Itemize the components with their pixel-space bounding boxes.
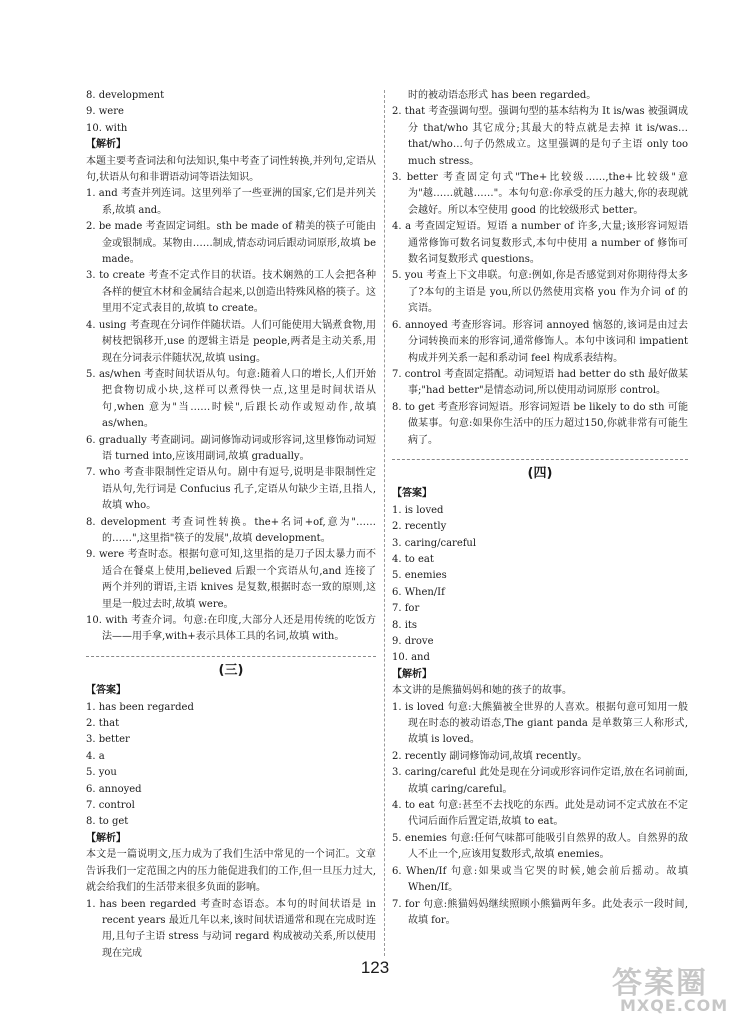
analysis-item: 6. annoyed 考查形容词。形容词 annoyed 恼怒的,该词是由过去分词转换而来的形容词,通常修饰人。本句中该词和 impatient 构成并列关系一起和系动词 feel 构成系表结构。: [392, 319, 688, 364]
watermark-text: 答案圈: [612, 966, 708, 1001]
analysis-item: 5. as/when 考查时间状语从句。句意:随着人口的增长,人们开始把食物切成小块,这样可以煮得快一点,这里是时间状语从句,when 意为"当……时候",后跟长动作或短动作,故填 as/when。: [86, 368, 376, 430]
analysis-item: 1. is loved 句意:大熊猫被全世界的人喜欢。根据句意可知用一般现在时态的被动语态,The giant panda 是单数第三人称形式,故填 is loved。: [392, 701, 688, 746]
answer-line: 4. a: [86, 750, 105, 762]
section-title: (四): [527, 465, 553, 481]
analysis-item: 3. better 考查固定句式"The+比较级……,the+比较级"意为"越……就越……"。本句句意:你承受的压力越大,你的表现就会越好。所以本空使用 good 的比较级形式 better。: [392, 172, 688, 216]
answer-line: 5. you: [86, 767, 117, 779]
analysis-continuation: 时的被动语态形式 has been regarded。: [408, 90, 597, 101]
answer-line: 10. and: [392, 652, 430, 664]
answer-line: 6. When/If: [392, 586, 445, 598]
answer-line: 10. with: [86, 122, 128, 134]
answer-line: 3. better: [86, 734, 130, 746]
analysis-item: 2. that 考查强调句型。强调句型的基本结构为 It is/was 被强调成分 that/who 其它成分;其最大的特点就是去掉 it is/was…that/who…句子仍然成立。这里强调的是句子主语 only too much stress。: [392, 106, 688, 167]
answer-line: 8. development: [86, 90, 165, 101]
analysis-item: 2. be made 考查固定词组。sth be made of 精美的筷子可能由金或银制成。某物由……制成,情态动词后跟动词原形,故填 be made。: [86, 221, 376, 266]
right-column: [392, 88, 688, 929]
watermark-logo: [590, 958, 740, 1020]
answer-label: 【答案】: [86, 685, 126, 697]
analysis-intro: 本文讲的是熊猫妈妈和她的孩子的故事。: [392, 685, 572, 697]
analysis-item: 3. to create 考查不定式作目的状语。技术娴熟的工人会把各种各样的便宜木材和金属结合起来,以创造出特殊风格的筷子。这里用不定式表目的,故填 to create。: [86, 270, 376, 315]
watermark-url: MXQE.COM: [620, 996, 729, 1015]
answer-line: 9. drove: [392, 636, 434, 647]
answer-line: 8. to get: [86, 816, 129, 828]
answer-line: 1. has been regarded: [86, 701, 194, 713]
analysis-intro: 本文是一篇说明文,压力成为了我们生活中常见的一个词汇。文章告诉我们一定范围之内的压力能促进我们的工作,但一旦压力过大,就会给我们的生活带来很多负面的影响。: [86, 849, 376, 894]
section-separator: [392, 459, 688, 460]
answer-line: 7. for: [392, 603, 420, 615]
page-number: 123: [360, 958, 390, 977]
analysis-item: 8. to get 考查形容词短语。形容词短语 be likely to do sth 可能做某事。句意:如果你生活中的压力超过150,你就非常有可能生病了。: [392, 401, 688, 446]
analysis-item: 4. using 考查现在分词作伴随状语。人们可能使用大锅煮食物,用树枝把锅移开,use 的逻辑主语是 people,两者是主动关系,用现在分词表示伴随状况,故填 using。: [86, 319, 376, 364]
answer-line: 5. enemies: [392, 570, 447, 582]
answer-label: 【答案】: [392, 488, 432, 500]
analysis-item: 7. control 考查固定搭配。动词短语 had better do sth 最好做某事;"had better"是情态动词,所以使用动词原形 control。: [392, 368, 688, 397]
analysis-item: 1. and 考查并列连词。这里列举了一些亚洲的国家,它们是并列关系,故填 and。: [86, 188, 376, 216]
analysis-item: 5. you 考查上下文串联。句意:例如,你是否感觉到对你期待得太多了?本句的主语是 you,所以仍然使用宾格 you 作为介词 of 的宾语。: [392, 270, 688, 315]
analysis-label: 【解析】: [86, 832, 126, 844]
answer-line: 3. caring/careful: [392, 537, 477, 549]
section-title: (三): [218, 662, 244, 678]
analysis-item: 5. enemies 句意:任何气味都可能吸引自然界的敌人。自然界的敌人不止一个,应该用复数形式,故填 enemies。: [392, 832, 688, 861]
analysis-item: 6. When/If 句意:如果或当它哭的时候,她会前后摇动。故填 When/If。: [392, 865, 688, 894]
answer-line: 9. were: [86, 106, 124, 118]
answer-line: 7. control: [86, 800, 135, 812]
analysis-item: 8. development 考查词性转换。the+名词+of,意为"……的……",这里指"筷子的发展",故填 development。: [86, 516, 376, 544]
analysis-item: 4. a 考查固定短语。短语 a number of 许多,大量;该形容词短语通常修饰可数名词复数形式,本句中使用 a number of 修饰可数名词复数形式 questions。: [392, 221, 688, 266]
analysis-item: 1. has been regarded 考查时态语态。本句的时间状语是 in recent years 最近几年以来,该时间状语通常和现在完成时连用,且句子主语 stress 与动词 regard 构成被动关系,所以使用现在完成: [86, 898, 376, 959]
column-divider: [384, 90, 385, 956]
answer-line: 8. its: [392, 619, 418, 631]
analysis-item: 3. caring/careful 此处是现在分词或形容词作定语,放在名词前面,故填 caring/careful。: [392, 767, 688, 795]
analysis-label: 【解析】: [392, 668, 432, 680]
analysis-item: 6. gradually 考查副词。副词修饰动词或形容词,这里修饰动词短语 turned into,应该用副词,故填 gradually。: [86, 434, 376, 462]
answer-line: 6. annoyed: [86, 783, 142, 795]
section-separator: [86, 656, 376, 657]
answer-line: 2. that: [86, 718, 120, 730]
analysis-item: 10. with 考查介词。句意:在印度,大部分人还是用传统的吃饭方法——用手拿,with+表示具体工具的名词,故填 with。: [86, 615, 376, 643]
analysis-item: 2. recently 副词修饰动词,故填 recently。: [392, 750, 588, 762]
left-column: [86, 88, 376, 962]
analysis-item: 4. to eat 句意:甚至不去找吃的东西。此处是动词不定式放在不定代词后面作后置定语,故填 to eat。: [392, 800, 688, 828]
answer-line: 4. to eat: [392, 553, 434, 565]
analysis-item: 7. for 句意:熊猫妈妈继续照顾小熊猫两年多。此处表示一段时间,故填 for。: [392, 898, 688, 926]
answer-line: 1. is loved: [392, 504, 444, 516]
analysis-intro: 本题主要考查词法和句法知识,集中考查了词性转换,并列句,定语从句,状语从句和非谓语动词等语法知识。: [86, 155, 376, 184]
analysis-item: 7. who 考查非限制性定语从句。剧中有逗号,说明是非限制性定语从句,先行词是 Confucius 孔子,定语从句缺少主语,且指人,故填 who。: [86, 467, 376, 512]
analysis-label: 【解析】: [86, 139, 126, 151]
analysis-item: 9. were 考查时态。根据句意可知,这里指的是刀子因太暴力而不适合在餐桌上使用,believed 后跟一个宾语从句,and 连接了两个并列的谓语,主语 knives 是复数,根据时态一致的原则,这里是一般过去时,故填 were。: [86, 549, 376, 610]
answer-line: 2. recently: [392, 521, 447, 533]
